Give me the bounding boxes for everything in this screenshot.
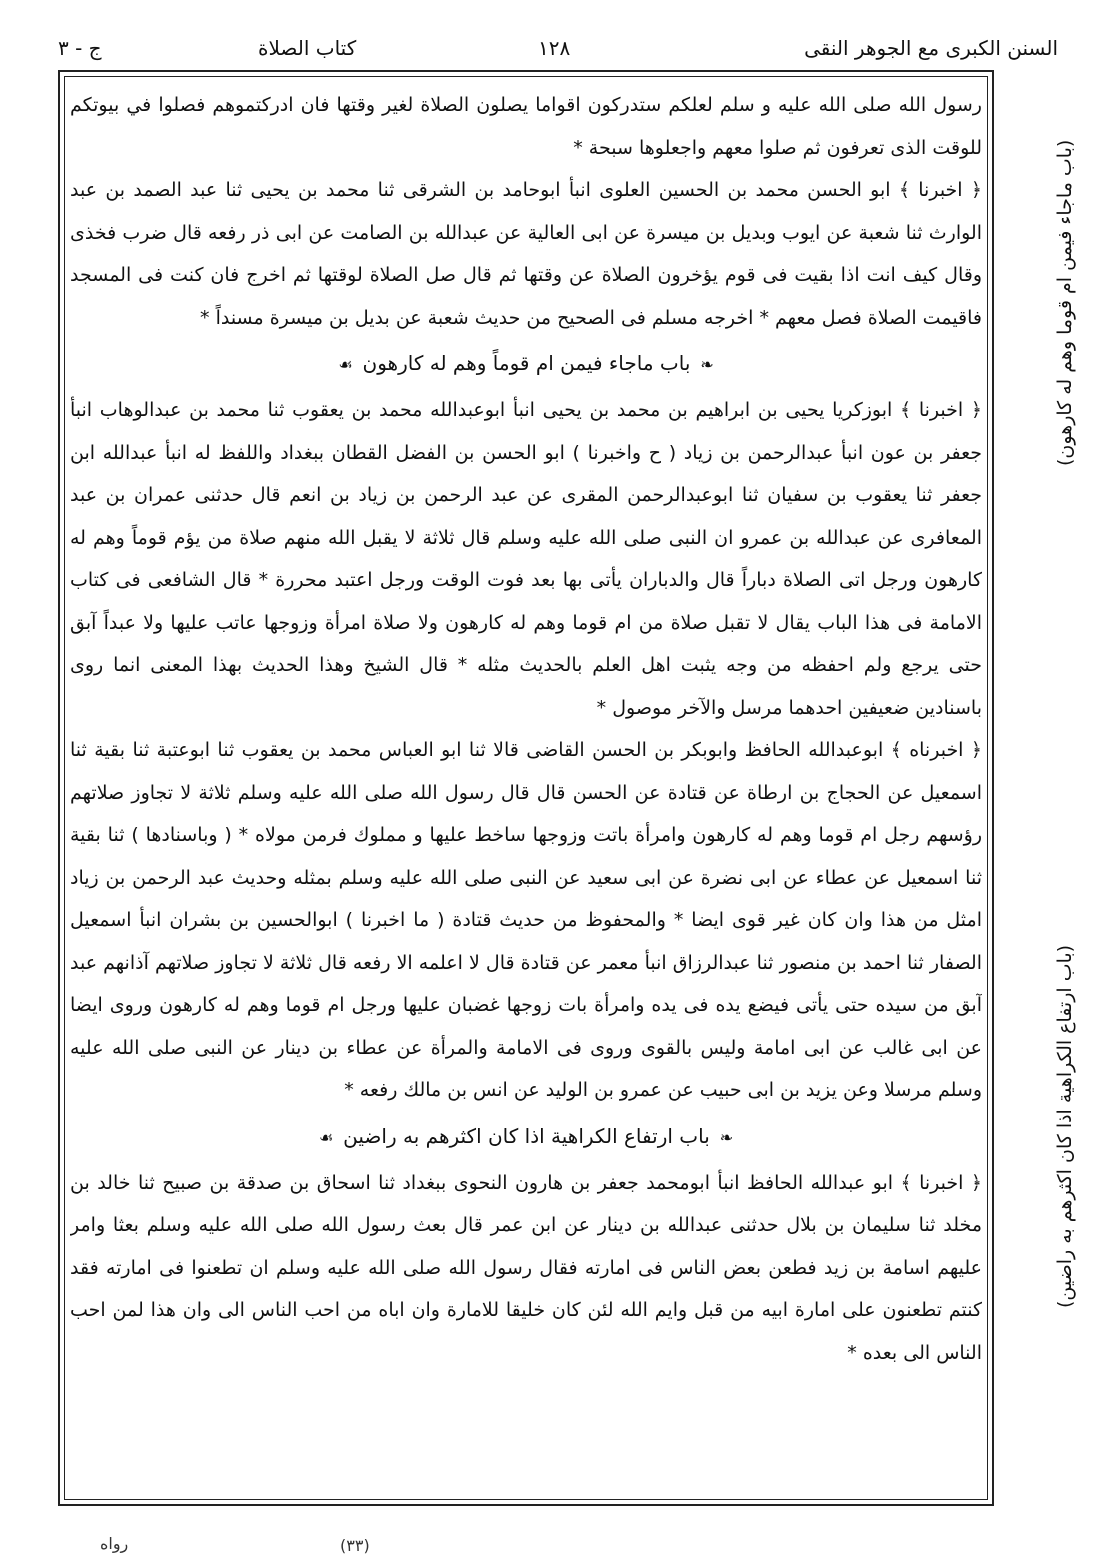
chapter-1-title: باب ماجاء فيمن ام قوماً وهم له كارهون bbox=[362, 351, 691, 375]
chapter-2-paragraph-0: ﴿ اخبرنا ﴾ ابو عبدالله الحافظ انبأ ابومحمد جعفر بن هارون النحوى ببغداد ثنا اسحاق بن صدقة بن صبيح ثنا خالد بن مخلد ثنا سليمان بن بلال حدثنى عبدالله بن دينار عن ابن عمر قال بعث رسول الله صلى الله عليه وسلم بعثا وامر عليهم اسامة بن زيد فطعن بعض الناس فى امارته فقال رسول الله صلى الله عليه وسلم ان تطعنوا فى امارته فقد كنتم تطعنون على امارة ابيه من قبل وايم الله لئن كان خليقا للامارة وان اباه من احب الناس الى وان هذا لمن احب الناس الى بعده * bbox=[70, 1171, 982, 1364]
paragraph-0: رسول الله صلى الله عليه و سلم لعلكم ستدركون اقواما يصلون الصلاة لغير وقتها فان ادركتموهم فصلوا في بيوتكم للوقت الذى تعرفون ثم صلوا معهم واجعلوها سبحة * bbox=[70, 94, 982, 159]
ornament-icon: ☙ bbox=[318, 1127, 334, 1147]
chapter-2-heading bbox=[70, 1112, 982, 1162]
ornament-icon: ❧ bbox=[700, 355, 714, 374]
margin-note-2: (باب ارتفاع الكراهية اذا كان اكثرهم به راضين) bbox=[1054, 945, 1076, 1309]
book-title: السنن الكبرى مع الجوهر النقى bbox=[804, 36, 1058, 60]
page-header bbox=[58, 26, 1058, 70]
chapter-1-paragraph-0: ﴿ اخبرنا ﴾ ابوزكريا يحيى بن ابراهيم بن محمد بن يحيى انبأ ابوعبدالله محمد بن يعقوب ثنا محمد بن عبدالوهاب انبأ جعفر بن عون انبأ عبدالرحمن بن زياد ( ح واخبرنا ) ابو الحسن بن الفضل القطان ببغداد واللفظ له انبأ عبدالله ابن جعفر ثنا يعقوب بن سفيان ثنا ابوعبدالرحمن المقرى عن عبد الرحمن بن زياد بن انعم قال حدثنى عمران بن عبد المعافرى عن عبدالله بن عمرو ان النبى صلى الله عليه وسلم قال ثلاثة لا يقبل الله منهم صلاة من يؤم قوماً وهم له كارهون ورجل اتى الصلاة دباراً قال والدباران يأتى بها بعد فوت الوقت ورجل اعتبد محررة * قال الشافعى فى كتاب الامامة فى هذا الباب يقال لا تقبل صلاة من ام قوما وهم له كارهون ولا صلاة امرأة وزوجها عاتب عليها ولا عبداً آبق حتى يرجع ولم احفظه من وجه يثبت اهل العلم بالحديث مثله * قال الشيخ وهذا الحديث بهذا المعنى انما روى باسنادين ضعيفين احدهما مرسل والآخر موصول * bbox=[70, 399, 982, 719]
paragraph-1: ﴿ اخبرنا ﴾ ابو الحسن محمد بن الحسين العلوى انبأ ابوحامد بن الشرقى ثنا محمد بن يحيى ثنا عبد الصمد بن عبد الوارث ثنا شعبة عن ايوب وبديل بن ميسرة عن ابى العالية عن عبدالله بن الصامت عن ابى ذر رفعه قال ضرب فخذى وقال كيف انت اذا بقيت فى قوم يؤخرون الصلاة عن وقتها ثم قال صل الصلاة لوقتها ثم اخرج فان كنت فى المسجد فاقيمت الصلاة فصل معهم * اخرجه مسلم فى الصحيح من حديث شعبة عن بديل بن ميسرة مسنداً * bbox=[70, 179, 982, 329]
ornament-icon: ☙ bbox=[338, 355, 353, 374]
main-text bbox=[70, 84, 982, 1500]
chapter-1-paragraph-1: ﴿ اخبرناه ﴾ ابوعبدالله الحافظ وابوبكر بن الحسن القاضى قالا ثنا ابو العباس محمد بن يعقوب ثنا ابوعتبة ثنا بقية ثنا اسمعيل عن الحجاج بن ارطاة عن قتادة عن الحسن قال قال رسول الله صلى الله عليه وسلم ثلاثة لا تجاوز صلاتهم رؤسهم رجل ام قوما وهم له كارهون وامرأة باتت وزوجها ساخط عليها و مملوك فرمن مولاه * ( وباسنادها ) ثنا بقية ثنا اسمعيل عن عطاء عن ابى نضرة عن ابى سعيد عن النبى صلى الله عليه وسلم بمثله وحديث عبد الرحمن بن زياد امثل من هذا وان كان غير قوى ايضا * والمحفوظ من حديث قتادة ( ما اخبرنا ) ابوالحسين بن بشران انبأ اسمعيل الصفار ثنا احمد بن منصور ثنا عبدالرزاق انبأ معمر عن قتادة قال لا اعلمه الا رفعه قال ثلاثة لا تجاوز صلاتهم آذانهم عبد آبق من سيده حتى يأتى فيضع يده فى يده وامرأة بات زوجها غضبان عليها ورجل ام قوما وهم له كارهون وروى ايضا عن ابى غالب عن ابى امامة وليس بالقوى وروى فى الامامة والمرأة عن عطاء بن دينار عن النبى صلى الله عليه وسلم مرسلا وعن يزيد بن ابى حبيب عن عمرو بن الوليد عن انس بن مالك رفعه * bbox=[70, 739, 982, 1101]
margin-note-1: (باب ماجاء فيمن ام قوما وهم له كارهون) bbox=[1054, 140, 1076, 467]
volume-number: ج - ٣ bbox=[58, 36, 102, 60]
catchword: رواه bbox=[100, 1534, 129, 1553]
chapter-2-title: باب ارتفاع الكراهية اذا كان اكثرهم به راضين bbox=[343, 1123, 710, 1148]
page-footer bbox=[0, 1524, 1104, 1554]
chapter-1-heading bbox=[70, 339, 982, 389]
ornament-icon: ❧ bbox=[719, 1127, 734, 1147]
page-number: ١٢٨ bbox=[538, 36, 571, 60]
chapter-name: كتاب الصلاة bbox=[258, 36, 357, 60]
signature-mark: (٣٣) bbox=[340, 1536, 370, 1555]
